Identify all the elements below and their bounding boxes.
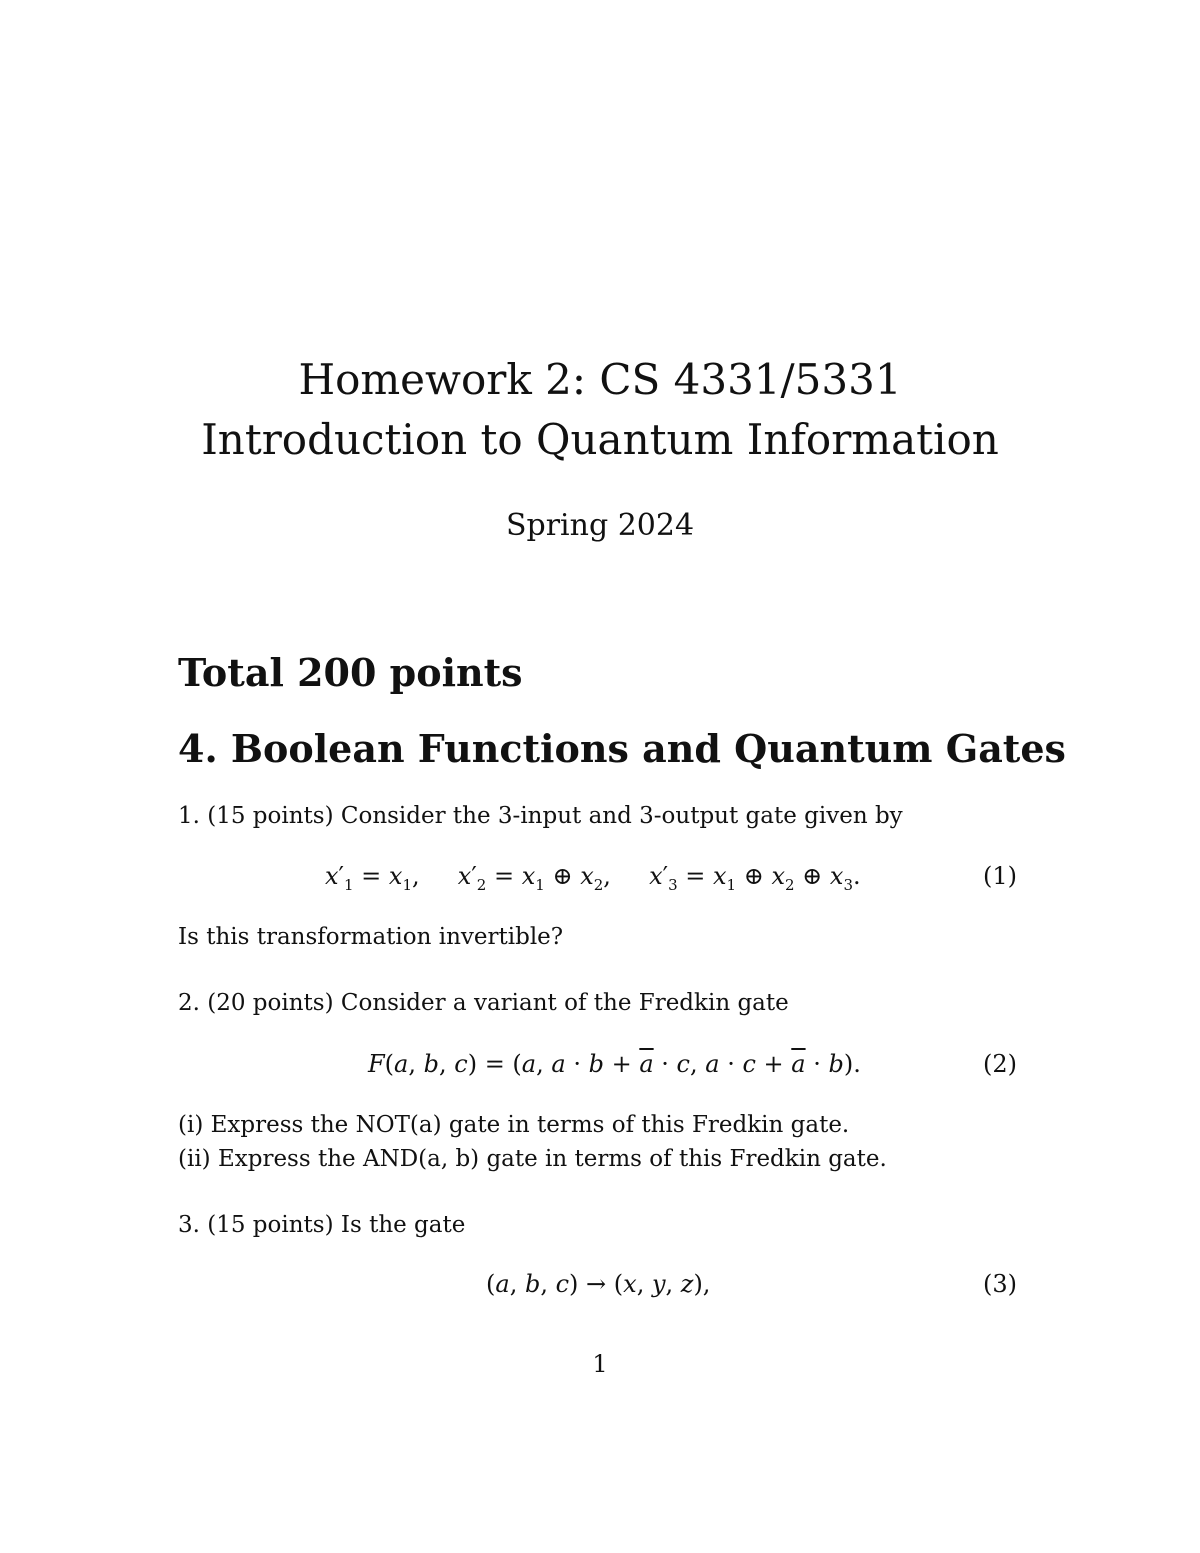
equation-2-number: (2) xyxy=(983,1050,1017,1078)
equation-2: F(a, b, c) = (a, $a \cdot b + \overline{a} \cdot c$, $a \cdot c + \overline{a} \cdot b$). xyxy=(368,1050,861,1078)
problem-2-intro: 2. (20 points) Consider a variant of the Fredkin gate xyxy=(178,990,789,1016)
equation-3-number: (3) xyxy=(983,1270,1017,1298)
problem-1-question: Is this transformation invertible? xyxy=(178,924,564,950)
problem-3-intro: 3. (15 points) Is the gate xyxy=(178,1212,466,1238)
equation-3: (a, b, c) → (x, y, z), xyxy=(486,1270,711,1298)
equation-1: $x'_1 = x_1$, $x'_2 = x_1$ ⊕ $x_2$, $x'_3 = x_1$ ⊕ $x_2$ ⊕ $x_3$. xyxy=(325,862,861,894)
problem-1-intro: 1. (15 points) Consider the 3-input and 3-output gate given by xyxy=(178,803,903,829)
title-line-1: Homework 2: CS 4331/5331 xyxy=(298,355,902,404)
total-points-heading: Total 200 points xyxy=(178,650,523,695)
section-heading: 4. Boolean Functions and Quantum Gates xyxy=(178,726,1066,771)
page-number: 1 xyxy=(592,1350,608,1378)
term: Spring 2024 xyxy=(505,508,695,543)
title-line-2: Introduction to Quantum Information xyxy=(201,415,999,464)
problem-2-part-i: (i) Express the NOT(a) gate in terms of this Fredkin gate. xyxy=(178,1112,850,1138)
problem-2-part-ii: (ii) Express the AND(a, b) gate in terms of this Fredkin gate. xyxy=(178,1146,887,1172)
equation-1-number: (1) xyxy=(983,862,1017,890)
